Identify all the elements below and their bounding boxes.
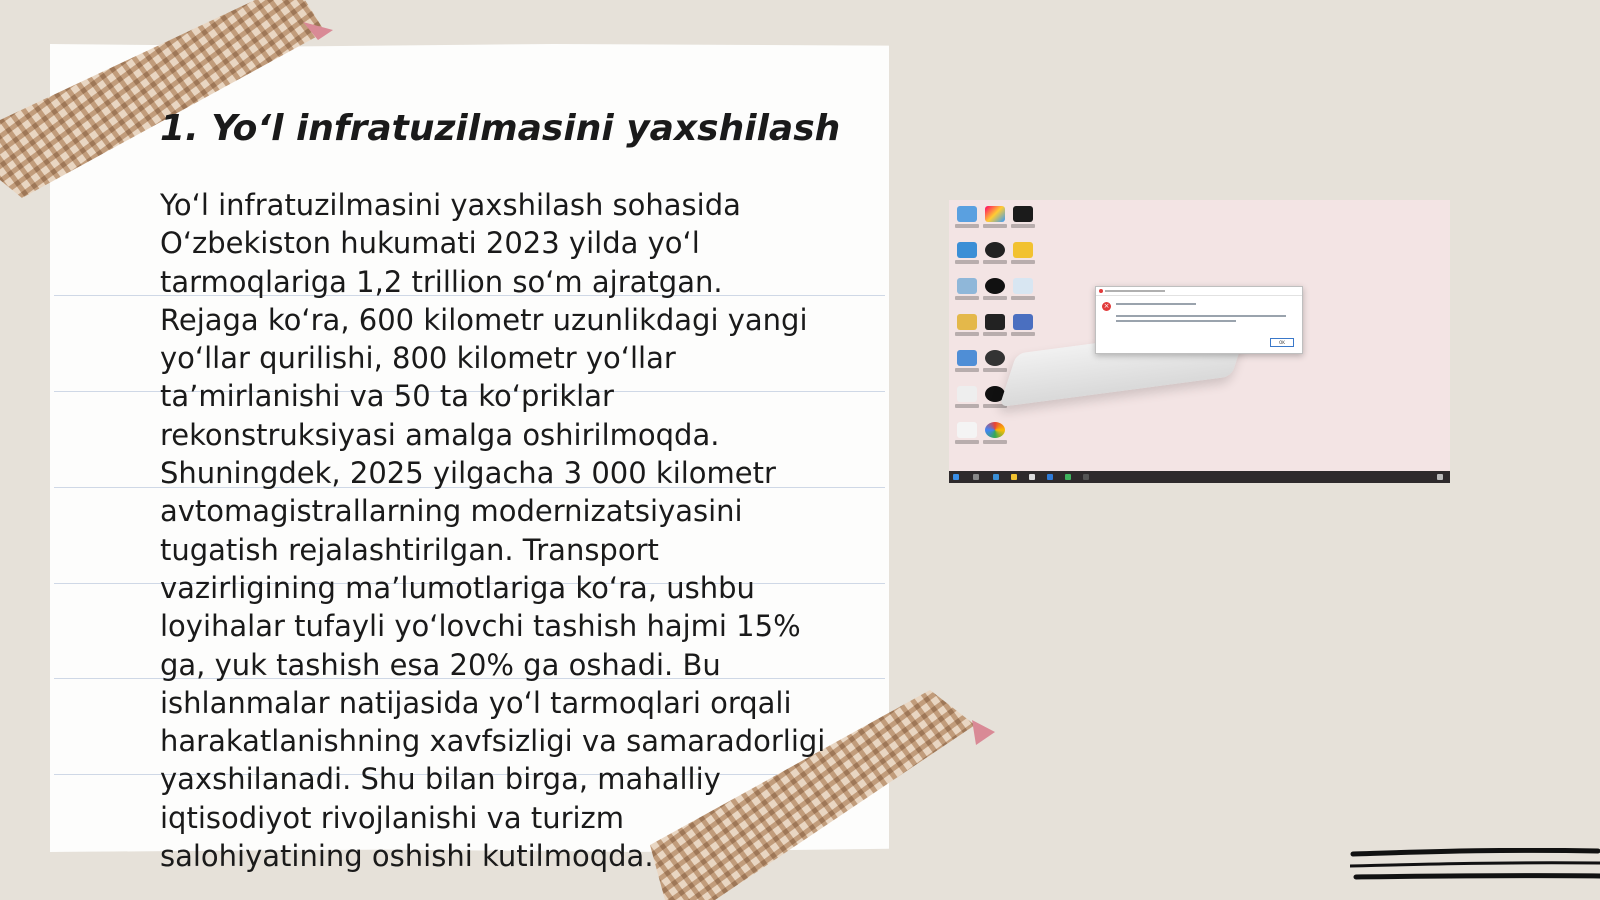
user-icon <box>957 314 977 330</box>
desktop-screenshot-image <box>949 200 1450 483</box>
app-icon <box>985 314 1005 330</box>
notification-icon <box>1437 474 1443 480</box>
dialog-message <box>1116 315 1286 317</box>
body-paragraph: Yo‘l infratuzilmasini yaxshilash sohasida O‘zbekiston hukumati 2023 yilda yo‘l tarmoqlariga 1,2 trillion so‘m ajratgan. Rejaga ko‘ra, 600 kilometr uzunlikdagi yangi yo‘llar qurilishi, 800 kilometr yo‘llar ta’mirlanishi va 50 ta ko‘priklar rekonstruksiyasi amalga oshirilmoqda. Shuningdek, 2025 yilgacha 3 000 kilometr avtomagistrallarning modernizatsiyasini tugatish rejalashtirilgan. Transport vazirligining ma’lumotlariga ko‘ra, ushbu loyihalar tufayli yo‘lovchi tashish hajmi 15% ga, yuk tashish esa 20% ga oshadi. Bu ishlanmalar natijasida yo‘l tarmoqlari orqali harakatlanishning xavfsizligi va samaradorligi yaxshilanadi. Shu bilan birga, mahalliy iqtisodiyot rivojlanishi va turizm salohiyatining oshishi kutilmoqda. <box>160 188 826 874</box>
taskbar <box>949 471 1450 483</box>
error-icon: × <box>1103 302 1110 310</box>
app-icon <box>1047 474 1053 480</box>
dialog-message <box>1116 320 1236 322</box>
washi-tape-top-left <box>0 0 340 210</box>
dialog-message <box>1116 303 1196 305</box>
folder-icon <box>957 206 977 222</box>
file-icon <box>957 422 977 438</box>
search-icon <box>973 474 979 480</box>
app-icon <box>1083 474 1089 480</box>
page-title: 1. Yo‘l infratuzilmasini yaxshilash <box>160 108 841 149</box>
brush-strokes <box>1350 848 1600 890</box>
app-icon <box>985 350 1005 366</box>
app-icon <box>985 278 1005 294</box>
app-icon <box>1065 474 1071 480</box>
edge-icon <box>957 242 977 258</box>
save-icon <box>1013 314 1033 330</box>
file-icon <box>1013 278 1033 294</box>
app-icon <box>985 206 1005 222</box>
recycle-bin-icon <box>957 278 977 294</box>
dialog-titlebar <box>1096 287 1302 296</box>
app-icon <box>993 474 999 480</box>
chrome-icon <box>985 422 1005 438</box>
file-icon <box>957 386 977 402</box>
ok-button: OK <box>1270 338 1294 347</box>
folder-icon <box>1013 242 1033 258</box>
app-icon <box>985 242 1005 258</box>
folder-icon <box>1011 474 1017 480</box>
app-icon <box>1029 474 1035 480</box>
error-dialog <box>1095 286 1303 354</box>
error-icon <box>1099 289 1103 293</box>
monitor-icon <box>957 350 977 366</box>
pycharm-icon <box>1013 206 1033 222</box>
start-icon <box>953 474 959 480</box>
